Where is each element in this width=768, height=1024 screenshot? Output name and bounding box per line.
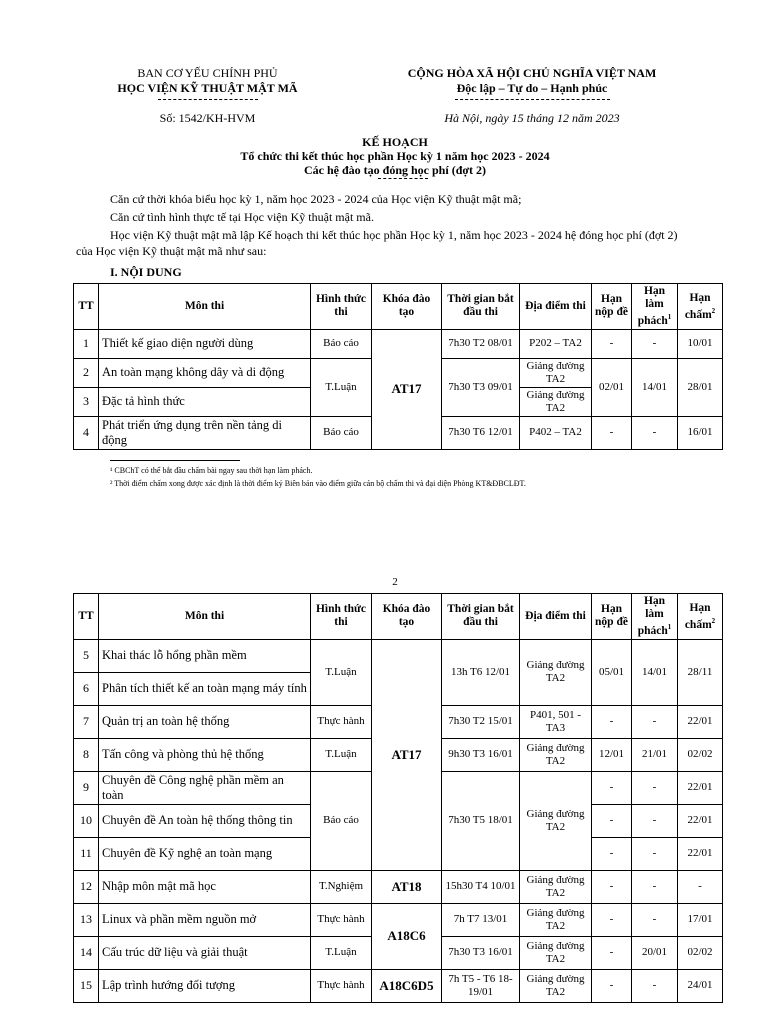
row-code: - (632, 870, 678, 903)
row-course: AT18 (372, 870, 442, 903)
row-code: 14/01 (632, 358, 678, 416)
row-tt: 11 (74, 837, 99, 870)
header-course: Khóa đào tạo (372, 594, 442, 640)
row-grade: 22/01 (678, 705, 723, 738)
section-heading: I. NỘI DUNG (110, 265, 182, 279)
header-submit: Hạn nộp đề (592, 594, 632, 640)
footnote-2: ² Thời điểm chấm xong được xác định là thời điểm ký Biên bản vào điểm giữa cán bộ chấm thi và đại diện Phòng KT&ĐBCLĐT. (110, 479, 526, 488)
row-subject: Thiết kế giao diện người dùng (99, 329, 311, 358)
row-code: - (632, 969, 678, 1002)
row-form: Báo cáo (311, 771, 372, 870)
header-tt: TT (74, 594, 99, 640)
doc-subtitle-2: Các hệ đào tạo đóng học phí (đợt 2) (304, 163, 486, 177)
header-start: Thời gian bắt đầu thi (442, 284, 520, 330)
row-place: Giảng đường TA2 (520, 903, 592, 936)
row-place: Giảng đường TA2 (520, 936, 592, 969)
row-tt: 12 (74, 870, 99, 903)
header-location: Địa điểm thi (520, 284, 592, 330)
motto-underline (455, 99, 610, 100)
row-place: Giảng đường TA2 (520, 969, 592, 1002)
row-grade: 22/01 (678, 837, 723, 870)
row-place: Giảng đường TA2 (520, 358, 592, 387)
footnote-ref-1: 1 (667, 623, 672, 631)
row-time: 7h30 T2 08/01 (442, 329, 520, 358)
header-grade (678, 594, 723, 640)
row-time: 9h30 T3 16/01 (442, 738, 520, 771)
doc-subtitle-1: Tổ chức thi kết thúc học phần Học kỳ 1 năm học 2023 - 2024 (240, 149, 550, 163)
row-grade: 28/01 (678, 358, 723, 416)
row-submit: - (592, 837, 632, 870)
row-grade: 22/01 (678, 771, 723, 804)
table-row (74, 870, 723, 903)
row-place: Giảng đường TA2 (520, 387, 592, 416)
row-tt: 2 (74, 358, 99, 387)
row-submit: - (592, 969, 632, 1002)
row-grade: 10/01 (678, 329, 723, 358)
row-form: T.Luận (311, 738, 372, 771)
row-time: 7h30 T2 15/01 (442, 705, 520, 738)
row-submit: - (592, 870, 632, 903)
row-code: - (632, 903, 678, 936)
row-tt: 5 (74, 639, 99, 672)
header-form: Hình thức thi (311, 594, 372, 640)
country-name: CỘNG HÒA XÃ HỘI CHỦ NGHĨA VIỆT NAM (407, 66, 657, 80)
row-code: 20/01 (632, 936, 678, 969)
header-code (632, 284, 678, 330)
row-tt: 13 (74, 903, 99, 936)
row-course: A18C6D5 (372, 969, 442, 1002)
row-grade: 17/01 (678, 903, 723, 936)
row-place: Giảng đường TA2 (520, 738, 592, 771)
row-grade: 02/02 (678, 738, 723, 771)
row-course: AT17 (372, 639, 442, 870)
row-grade: 28/11 (678, 639, 723, 705)
row-form: T.Nghiệm (311, 870, 372, 903)
row-grade: 22/01 (678, 804, 723, 837)
header-form: Hình thức thi (311, 284, 372, 330)
row-submit: 05/01 (592, 639, 632, 705)
row-tt: 7 (74, 705, 99, 738)
row-form: Thực hành (311, 969, 372, 1002)
header-tt: TT (74, 284, 99, 330)
table-row (74, 639, 723, 672)
row-grade: - (678, 870, 723, 903)
row-subject: Tấn công và phòng thủ hệ thống (99, 738, 311, 771)
row-code: - (632, 705, 678, 738)
table-row (74, 329, 723, 358)
row-tt: 8 (74, 738, 99, 771)
row-code: 14/01 (632, 639, 678, 705)
row-subject: Đặc tả hình thức (99, 387, 311, 416)
row-subject: Chuyên đề An toàn hệ thống thông tin (99, 804, 311, 837)
row-tt: 3 (74, 387, 99, 416)
row-form: Báo cáo (311, 416, 372, 449)
row-subject: Phân tích thiết kế an toàn mạng máy tính (99, 672, 311, 705)
row-submit: - (592, 936, 632, 969)
row-subject: Nhập môn mật mã học (99, 870, 311, 903)
row-place: Giảng đường TA2 (520, 771, 592, 870)
row-subject: Linux và phần mềm nguồn mở (99, 903, 311, 936)
paragraph-intro-2: của Học viện Kỹ thuật mật mã như sau: (76, 244, 267, 258)
motto: Độc lập – Tự do – Hạnh phúc (456, 81, 608, 95)
header-code-label: Hạn làm phách (637, 595, 668, 637)
row-code: - (632, 804, 678, 837)
paragraph-intro-1: Học viện Kỹ thuật mật mã lập Kế hoạch thi kết thúc học phần Học kỳ 1, năm học 2023 - 2024 hệ đóng học phí (đợt 2) (110, 228, 678, 242)
header-subject: Môn thi (99, 594, 311, 640)
row-subject: An toàn mạng không dây và di động (99, 358, 311, 387)
header-code-label: Hạn làm phách (637, 285, 668, 327)
row-code: - (632, 329, 678, 358)
row-submit: - (592, 771, 632, 804)
row-time: 7h T7 13/01 (442, 903, 520, 936)
header-grade-label: Hạn chấm (684, 601, 712, 631)
row-time: 7h30 T6 12/01 (442, 416, 520, 449)
paragraph-basis-2: Căn cứ tình hình thực tế tại Học viện Kỹ thuật mật mã. (110, 210, 374, 224)
row-code: - (632, 416, 678, 449)
row-time: 7h30 T3 16/01 (442, 936, 520, 969)
org-parent: BAN CƠ YẾU CHÍNH PHỦ (137, 66, 278, 80)
row-subject: Quản trị an toàn hệ thống (99, 705, 311, 738)
row-place: Giảng đường TA2 (520, 870, 592, 903)
row-time: 7h T5 - T6 18-19/01 (442, 969, 520, 1002)
row-subject: Phát triển ứng dụng trên nền tảng di động (99, 416, 311, 449)
header-start: Thời gian bắt đầu thi (442, 594, 520, 640)
row-grade: 24/01 (678, 969, 723, 1002)
row-time: 7h30 T5 18/01 (442, 771, 520, 870)
row-subject: Khai thác lỗ hổng phần mềm (99, 639, 311, 672)
doc-title: KẾ HOẠCH (362, 135, 428, 149)
row-form: T.Luận (311, 639, 372, 705)
footnote-divider (110, 460, 240, 461)
row-form: Báo cáo (311, 329, 372, 358)
row-form: T.Luận (311, 358, 372, 416)
row-place: P202 – TA2 (520, 329, 592, 358)
row-time: 15h30 T4 10/01 (442, 870, 520, 903)
table-row (74, 903, 723, 936)
page-number: 2 (392, 576, 398, 588)
row-course: A18C6 (372, 903, 442, 969)
place-date: Hà Nội, ngày 15 tháng 12 năm 2023 (444, 111, 620, 125)
header-code (632, 594, 678, 640)
row-form: T.Luận (311, 936, 372, 969)
header-course: Khóa đào tạo (372, 284, 442, 330)
row-tt: 10 (74, 804, 99, 837)
header-grade-label: Hạn chấm (684, 291, 712, 321)
paragraph-basis-1: Căn cứ thời khóa biểu học kỳ 1, năm học 2023 - 2024 của Học viện Kỹ thuật mật mã; (110, 192, 522, 206)
org-underline (158, 99, 258, 100)
row-time: 13h T6 12/01 (442, 639, 520, 705)
row-tt: 9 (74, 771, 99, 804)
header-grade (678, 284, 723, 330)
header-subject: Môn thi (99, 284, 311, 330)
row-code: 21/01 (632, 738, 678, 771)
row-submit: - (592, 804, 632, 837)
row-tt: 14 (74, 936, 99, 969)
title-underline (378, 178, 428, 179)
row-subject: Lập trình hướng đối tượng (99, 969, 311, 1002)
footnote-ref-2: 2 (711, 616, 716, 625)
table-row (74, 969, 723, 1002)
doc-number: Số: 1542/KH-HVM (159, 111, 256, 125)
row-submit: - (592, 329, 632, 358)
row-subject: Chuyên đề Công nghệ phần mềm an toàn (99, 771, 311, 804)
header-submit: Hạn nộp đề (592, 284, 632, 330)
footnote-ref-2: 2 (711, 306, 716, 315)
header-location: Địa điểm thi (520, 594, 592, 640)
row-submit: - (592, 416, 632, 449)
row-grade: 16/01 (678, 416, 723, 449)
row-place: P401, 501 - TA3 (520, 705, 592, 738)
row-code: - (632, 771, 678, 804)
row-grade: 02/02 (678, 936, 723, 969)
row-course: AT17 (372, 329, 442, 449)
exam-table-2 (73, 593, 723, 1003)
row-subject: Cấu trúc dữ liệu và giải thuật (99, 936, 311, 969)
row-time: 7h30 T3 09/01 (442, 358, 520, 416)
row-tt: 1 (74, 329, 99, 358)
row-place: P402 – TA2 (520, 416, 592, 449)
org-name: HỌC VIỆN KỸ THUẬT MẬT MÃ (117, 81, 298, 95)
row-submit: - (592, 903, 632, 936)
row-form: Thực hành (311, 705, 372, 738)
row-form: Thực hành (311, 903, 372, 936)
footnote-1: ¹ CBChT có thể bắt đầu chấm bài ngay sau thời hạn làm phách. (110, 466, 313, 475)
row-subject: Chuyên đề Kỹ nghệ an toàn mạng (99, 837, 311, 870)
row-submit: 02/01 (592, 358, 632, 416)
row-tt: 4 (74, 416, 99, 449)
row-submit: - (592, 705, 632, 738)
row-tt: 15 (74, 969, 99, 1002)
row-tt: 6 (74, 672, 99, 705)
row-code: - (632, 837, 678, 870)
exam-table-1 (73, 283, 723, 450)
footnote-ref-1: 1 (667, 313, 672, 321)
row-place: Giảng đường TA2 (520, 639, 592, 705)
row-submit: 12/01 (592, 738, 632, 771)
